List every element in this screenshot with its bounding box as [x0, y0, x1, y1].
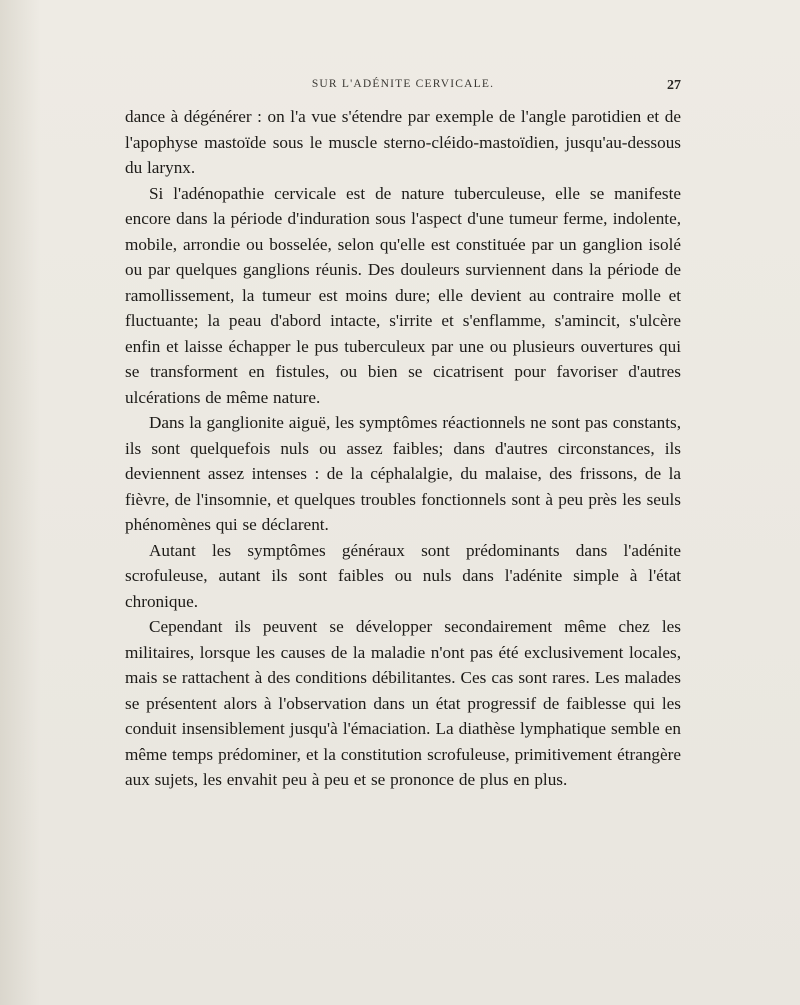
paragraph-continued: dance à dégénérer : on l'a vue s'étendre par exemple de l'angle parotidien et de l'apophyse mastoïde sous le muscle sterno-cléido-mastoïdien, jusqu'au-dessous du larynx.: [125, 107, 681, 177]
page-header: [125, 78, 681, 98]
paragraph-acute: Dans la ganglionite aiguë, les symptômes réactionnels ne sont pas constants, ils sont quelquefois nuls ou assez faibles; dans d'autres circonstances, ils deviennent assez intenses : de la céphalalgie, du malaise, des frissons, de la fièvre, de l'insomnie, et quelques troubles fonctionnels sont à peu près les seuls phénomènes qui se déclarent.: [125, 413, 681, 534]
page-number: 27: [667, 78, 681, 93]
paragraph-secondary: Cependant ils peuvent se développer secondairement même chez les militaires, lorsque les causes de la maladie n'ont pas été exclusivement locales, mais se rattachent à des conditions débilitantes. Ces cas sont rares. Les malades se présentent alors à l'observation dans un état progressif de faiblesse qui les conduit insensiblement jusqu'à l'émaciation. La diathèse lymphatique semble en même temps prédominer, et la constitution scrofuleuse, primitivement étrangère aux sujets, les envahit peu à peu et se prononce de plus en plus.: [125, 617, 681, 789]
running-head: SUR L'ADÉNITE CERVICALE.: [311, 78, 495, 90]
body-text: [125, 104, 681, 793]
paragraph-general-symptoms: Autant les symptômes généraux sont prédominants dans l'adénite scrofuleuse, autant ils sont faibles ou nuls dans l'adénite simple à l'état chronique.: [125, 540, 681, 611]
paragraph-tuberculous: Si l'adénopathie cervicale est de nature tuberculeuse, elle se manifeste encore dans la période d'induration sous l'aspect d'une tumeur ferme, indolente, mobile, arrondie ou bosselée, selon qu'elle est constituée par un ganglion isolé ou par quelques ganglions réunis. Des douleurs surviennent dans la période de ramollissement, la tumeur est moins dure; elle devient au contraire molle et fluctuante; la peau d'abord intacte, s'irrite et s'enflamme, s'amincit, s'ulcère enfin et laisse échapper le pus tuberculeux par une ou plusieurs ouvertures qui se transforment en fistules, ou bien se cicatrisent pour favoriser d'autres ulcérations de même nature.: [125, 183, 681, 407]
